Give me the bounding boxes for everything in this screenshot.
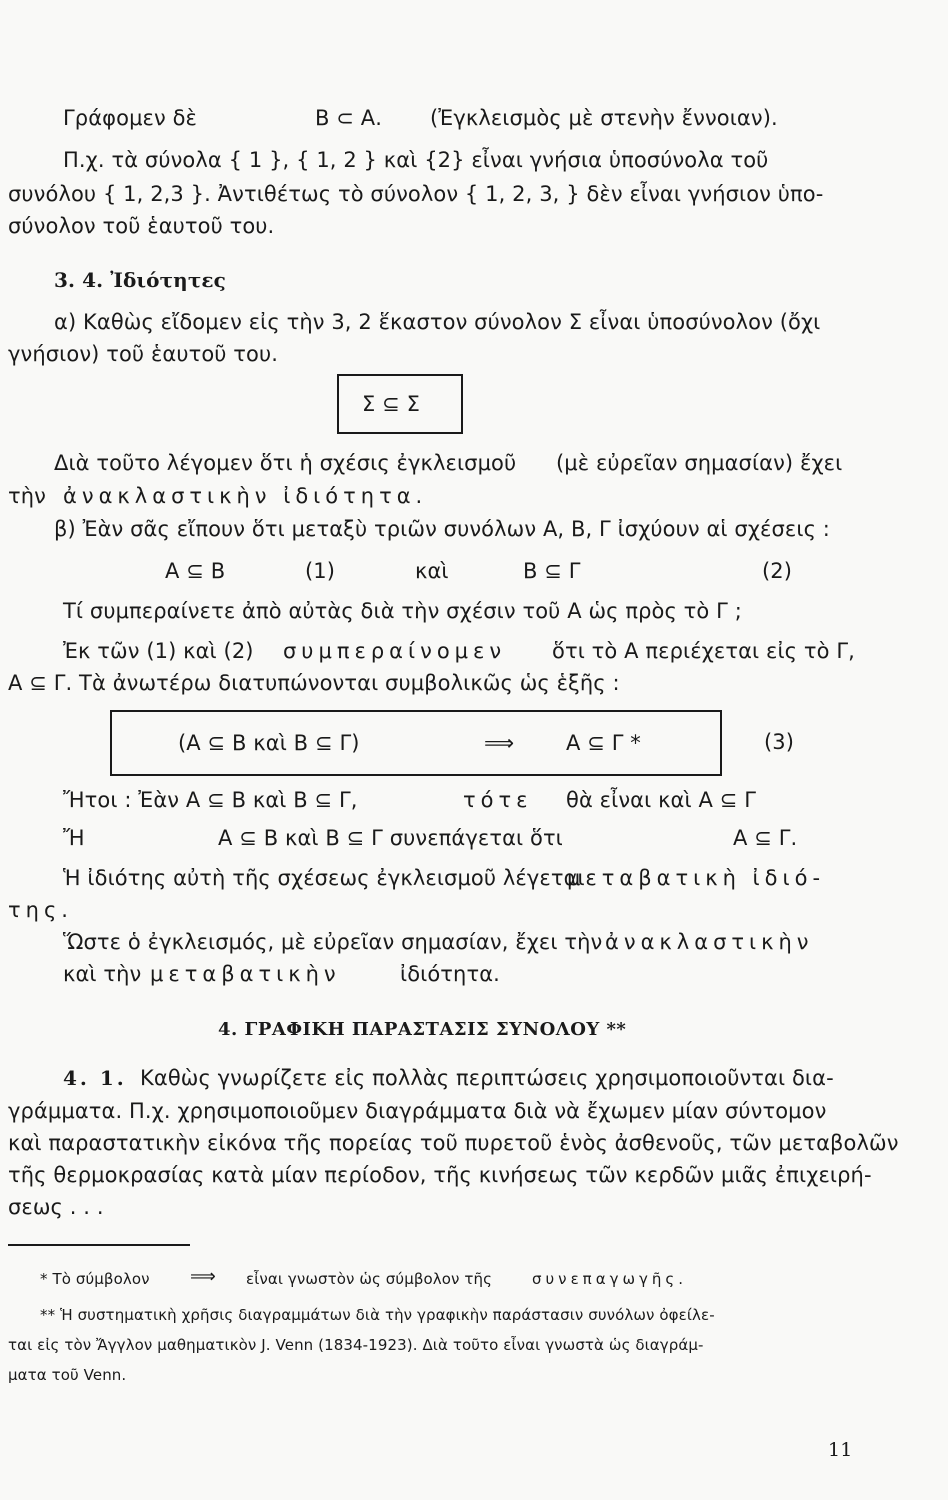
spaced-term: συνεπαγωγῆς. <box>532 1270 687 1288</box>
formula: Α ⊆ Γ * <box>566 731 641 755</box>
text-line: σεως . . . <box>8 1195 104 1219</box>
text-line: (μὲ εὐρεῖαν σημασίαν) ἔχει <box>556 451 843 475</box>
text-line: Γράφομεν δὲ <box>63 106 197 130</box>
text-line: Ἤ <box>63 826 85 850</box>
equation-number: (1) <box>305 559 336 583</box>
equation-number: (3) <box>764 730 795 754</box>
text-line: Α ⊆ Β καὶ Β ⊆ Γ συνεπάγεται ὅτι <box>218 826 563 850</box>
spaced-term: της. <box>8 898 73 922</box>
page-number: 11 <box>828 1439 853 1461</box>
implies-arrow: ⟹ <box>190 1266 216 1287</box>
formula: Α ⊆ Β <box>165 559 226 583</box>
text-line: (Ἐγκλεισμὸς μὲ στενὴν ἔννοιαν). <box>430 106 778 130</box>
formula-box <box>337 374 463 434</box>
text-line: συνόλου { 1, 2,3 }. Ἀντιθέτως τὸ σύνολον { 1, 2, 3, } δὲν εἶναι γνήσιον ὑπο- <box>8 182 824 206</box>
footnote-text: ται εἰς τὸν Ἄγγλον μαθηματικὸν J. Venn (1834-1923). Διὰ τοῦτο εἶναι γνωστὰ ὡς διαγράμ- <box>8 1336 704 1354</box>
footnote-text: ** Ἡ συστηματικὴ χρῆσις διαγραμμάτων διὰ τὴν γραφικὴν παράστασιν συνόλων ὀφείλε- <box>40 1306 715 1324</box>
spaced-term: ἀνακλαστικὴν ἰδιότητα. <box>63 484 428 508</box>
text-line: α) Καθὼς εἴδομεν εἰς τὴν 3, 2 ἕκαστον σύνολον Σ εἶναι ὑποσύνολον (ὄχι <box>54 310 821 334</box>
text-line: Ὥστε ὁ ἐγκλεισμός, μὲ εὐρεῖαν σημασίαν, ἔχει τὴν <box>63 930 603 954</box>
formula: (Α ⊆ Β καὶ Β ⊆ Γ) <box>178 731 360 755</box>
text-line: τῆς θερμοκρασίας κατὰ μίαν περίοδον, τῆς κινήσεως τῶν κερδῶν μιᾶς ἐπιχειρή- <box>8 1163 872 1187</box>
footnote-text: * Τὸ σύμβολον <box>40 1270 150 1288</box>
text-line: Ἐκ τῶν (1) καὶ (2) <box>63 639 254 663</box>
text-line: Ἡ ἰδιότης αὐτὴ τῆς σχέσεως ἐγκλεισμοῦ λέγεται <box>63 866 585 890</box>
spaced-term: συμπεραίνομεν <box>283 639 507 663</box>
text-line: Καθὼς γνωρίζετε εἰς πολλὰς περιπτώσεις χρησιμοποιοῦνται δια- <box>140 1066 834 1090</box>
spaced-term: ἀνακλαστικὴν <box>605 930 814 954</box>
spaced-term: μεταβατικὴ ἰδιό- <box>567 866 826 890</box>
text-line: γνήσιον) τοῦ ἑαυτοῦ του. <box>8 342 279 366</box>
implies-arrow: ⟹ <box>484 731 515 755</box>
text-line: Τί συμπεραίνετε ἀπὸ αὐτὰς διὰ τὴν σχέσιν τοῦ Α ὡς πρὸς τὸ Γ ; <box>63 599 742 623</box>
footnote-rule <box>8 1244 190 1246</box>
equation-number: (2) <box>762 559 793 583</box>
text-line: θὰ εἶναι καὶ Α ⊆ Γ <box>566 788 756 812</box>
section-heading: 4. ΓΡΑΦΙΚΗ ΠΑΡΑΣΤΑΣΙΣ ΣΥΝΟΛΟΥ ** <box>218 1019 627 1040</box>
section-heading: 3. 4. Ἰδιότητες <box>54 268 226 292</box>
subsection-number: 4. 1. <box>63 1066 127 1090</box>
text-line: καὶ <box>415 559 449 583</box>
spaced-term: μεταβατικὴν <box>150 962 341 986</box>
formula: Σ ⊆ Σ <box>362 392 420 416</box>
text-line: β) Ἐὰν σᾶς εἴπουν ὅτι μεταξὺ τριῶν συνόλων Α, Β, Γ ἰσχύουν αἱ σχέσεις : <box>54 517 830 541</box>
text-line: καὶ παραστατικὴν εἰκόνα τῆς πορείας τοῦ πυρετοῦ ἑνὸς ἀσθενοῦς, τῶν μεταβολῶν <box>8 1131 899 1155</box>
formula-box <box>110 710 722 776</box>
text-line: σύνολον τοῦ ἑαυτοῦ του. <box>8 214 275 238</box>
formula: Α ⊆ Γ. <box>733 826 798 850</box>
text-line: Διὰ τοῦτο λέγομεν ὅτι ἡ σχέσις ἐγκλεισμοῦ <box>54 451 517 475</box>
spaced-term: τότε <box>463 788 533 812</box>
footnote-text: εἶναι γνωστὸν ὡς σύμβολον τῆς <box>246 1270 493 1288</box>
text-line: τὴν <box>8 484 46 508</box>
text-line: Π.χ. τὰ σύνολα { 1 }, { 1, 2 } καὶ {2} εἶναι γνήσια ὑποσύνολα τοῦ <box>63 148 769 172</box>
text-line: Ἤτοι : Ἐὰν Α ⊆ Β καὶ Β ⊆ Γ, <box>63 788 358 812</box>
text-line: Β ⊂ Α. <box>315 106 382 130</box>
text-line: καὶ τὴν <box>63 962 142 986</box>
text-line: ὅτι τὸ Α περιέχεται εἰς τὸ Γ, <box>552 639 855 663</box>
text-line: γράμματα. Π.χ. χρησιμοποιοῦμεν διαγράμματα διὰ νὰ ἔχωμεν μίαν σύντομον <box>8 1099 827 1123</box>
text-line: Α ⊆ Γ. Τὰ ἀνωτέρω διατυπώνονται συμβολικῶς ὡς ἑξῆς : <box>8 671 620 695</box>
footnote-text: ματα τοῦ Venn. <box>8 1366 127 1384</box>
formula: Β ⊆ Γ <box>523 559 581 583</box>
text-line: ἰδιότητα. <box>400 962 500 986</box>
